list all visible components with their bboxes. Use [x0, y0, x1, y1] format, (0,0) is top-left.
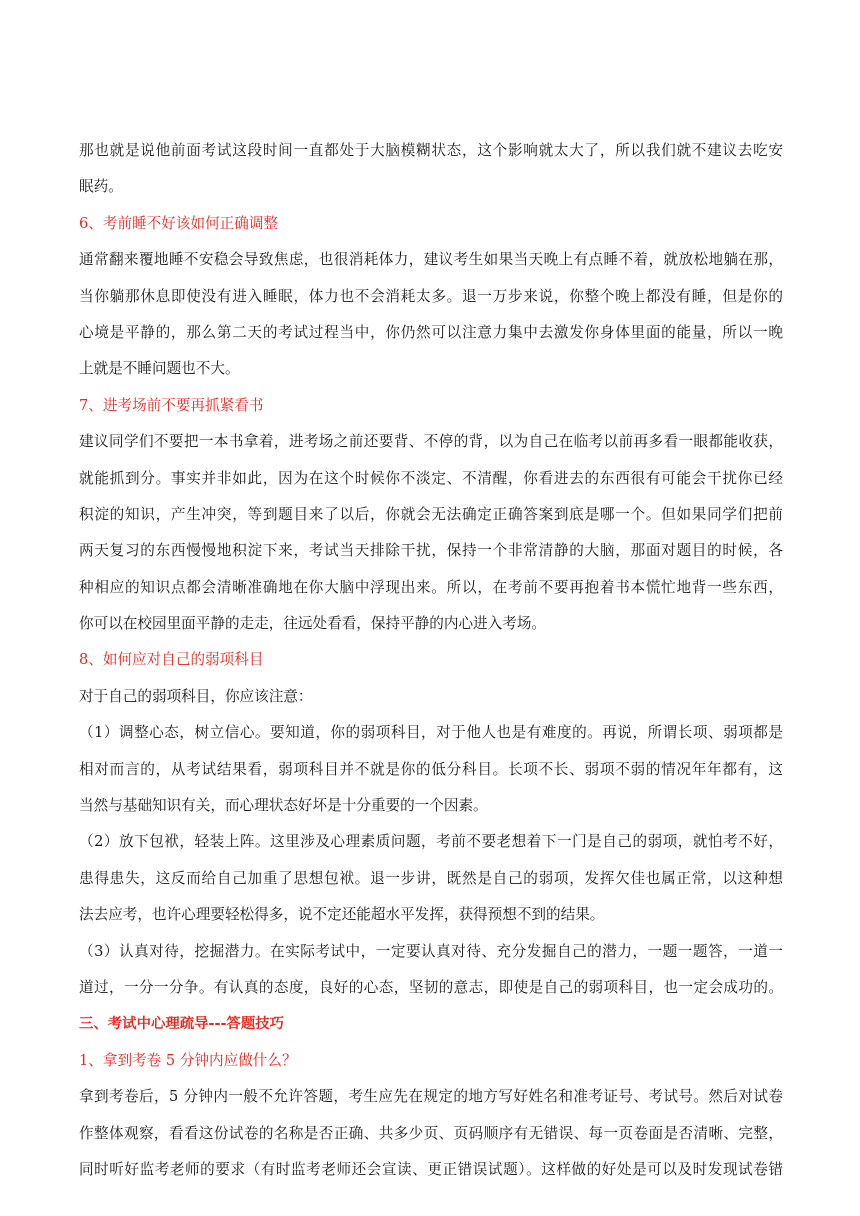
- paragraph-line: [79, 242, 783, 278]
- paragraph-line: [79, 679, 783, 715]
- line-text: （1）调整心态，树立信心。要知道，你的弱项科目，对于他人也是有难度的。再说，所谓长项、弱项都是: [79, 724, 783, 742]
- line-text: 6、考前睡不好该如何正确调整: [79, 214, 279, 232]
- line-text: 患得患失，这反而给自己加重了思想包袱。退一步讲，既然是自己的弱项，发挥欠佳也属正常，以这种想: [79, 869, 783, 887]
- paragraph-line: [79, 570, 783, 606]
- line-text: （2）放下包袱，轻装上阵。这里涉及心理素质问题，考前不要老想着下一门是自己的弱项，就怕考不好，: [79, 833, 783, 851]
- line-text: 建议同学们不要把一本书拿着，进考场之前还要背、不停的背，以为自己在临考以前再多看一眼都能收获，: [79, 433, 783, 451]
- line-text: 法去应考，也许心理要轻松得多，说不定还能超水平发挥，获得预想不到的结果。: [79, 906, 605, 924]
- paragraph-line: [79, 351, 783, 387]
- line-text: 拿到考卷后，5 分钟内一般不允许答题，考生应先在规定的地方写好姓名和准考证号、考试号。然后对试卷: [79, 1088, 783, 1106]
- paragraph-line: [79, 788, 783, 824]
- line-text: 当然与基础知识有关，而心理状态好坏是十分重要的一个因素。: [79, 797, 488, 815]
- line-text: 上就是不睡问题也不大。: [79, 360, 240, 378]
- line-text: 就能抓到分。事实并非如此，因为在这个时候你不淡定、不清醒，你看进去的东西很有可能会干扰你已经: [79, 469, 783, 487]
- line-text: 心境是平静的，那么第二天的考试过程当中，你仍然可以注意力集中去激发你身体里面的能量，所以一晚: [79, 323, 783, 341]
- paragraph-line: [79, 897, 783, 933]
- paragraph-line: [79, 497, 783, 533]
- line-text: 通常翻来覆地睡不安稳会导致焦虑，也很消耗体力，建议考生如果当天晚上有点睡不着，就放松地躺在那，: [79, 251, 783, 269]
- line-text: （3）认真对待，挖掘潜力。在实际考试中，一定要认真对待、充分发掘自己的潜力，一题一题答，一道一: [79, 942, 783, 960]
- line-text: 两天复习的东西慢慢地积淀下来，考试当天排除干扰，保持一个非常清静的大脑，那面对题目的时候，各: [79, 542, 783, 560]
- paragraph-line: [79, 752, 783, 788]
- line-text: 当你躺那休息即使没有进入睡眠，体力也不会消耗太多。退一万步来说，你整个晚上都没有睡，但是你的: [79, 287, 783, 305]
- line-text: 1、拿到考卷 5 分钟内应做什么？: [79, 1051, 297, 1069]
- document-body: [79, 133, 783, 1188]
- paragraph-line: [79, 606, 783, 642]
- paragraph-line: [79, 424, 783, 460]
- line-text: 积淀的知识，产生冲突，等到题目来了以后，你就会无法确定正确答案到底是哪一个。但如果同学们把前: [79, 505, 783, 523]
- subheading: [79, 642, 783, 678]
- paragraph-line: [79, 279, 783, 315]
- paragraph-line: [79, 461, 783, 497]
- line-text: 那也就是说他前面考试这段时间一直都处于大脑模糊状态，这个影响就太大了，所以我们就不建议去吃安: [79, 142, 783, 159]
- line-text: 7、进考场前不要再抓紧看书: [79, 396, 264, 414]
- paragraph-line: [79, 169, 783, 205]
- line-text: 作整体观察，看看这份试卷的名称是否正确、共多少页、页码顺序有无错误、每一页卷面是否清晰、完整，: [79, 1124, 783, 1142]
- line-text: 你可以在校园里面平静的走走，往远处看看，保持平静的内心进入考场。: [79, 615, 547, 633]
- subheading: [79, 206, 783, 242]
- paragraph-line: [79, 1116, 783, 1152]
- subheading: [79, 1043, 783, 1079]
- line-text: 眠药。: [79, 178, 123, 196]
- line-text: 同时听好监考老师的要求（有时监考老师还会宣读、更正错误试题）。这样做的好处是可以及时发现试卷错: [79, 1160, 783, 1178]
- section-heading: [79, 1006, 783, 1042]
- paragraph-line: [79, 934, 783, 970]
- paragraph-line: [79, 533, 783, 569]
- line-text: 种相应的知识点都会清晰准确地在你大脑中浮现出来。所以，在考前不要再抱着书本慌忙地背一些东西，: [79, 578, 783, 596]
- subheading: [79, 388, 783, 424]
- line-text: 道过，一分一分争。有认真的态度，良好的心态，坚韧的意志，即使是自己的弱项科目，也一定会成功的。: [79, 978, 783, 996]
- paragraph-line: [79, 970, 783, 1006]
- paragraph-line: [79, 133, 783, 169]
- paragraph-line: [79, 1079, 783, 1115]
- paragraph-line: [79, 315, 783, 351]
- paragraph-line: [79, 824, 783, 860]
- paragraph-line: [79, 861, 783, 897]
- line-text: 8、如何应对自己的弱项科目: [79, 651, 264, 669]
- paragraph-line: [79, 1152, 783, 1188]
- line-text: 对于自己的弱项科目，你应该注意：: [79, 687, 313, 705]
- line-text: 相对而言的，从考试结果看，弱项科目并不就是你的低分科目。长项不长、弱项不弱的情况年年都有，这: [79, 760, 783, 778]
- line-text: 三、考试中心理疏导---答题技巧: [79, 1016, 284, 1033]
- paragraph-line: [79, 715, 783, 751]
